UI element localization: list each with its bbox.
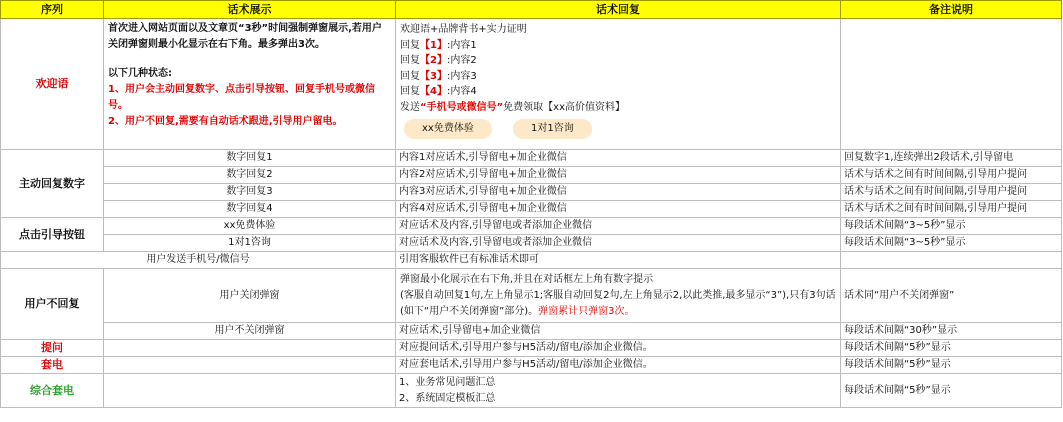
phone-show: 用户发送手机号/微信号 (1, 252, 396, 269)
welcome-states-title: 以下几种状态: (108, 68, 172, 79)
table-row (1, 184, 1062, 201)
header-script-reply: 话术回复 (396, 1, 841, 19)
combo-reply-1: 1、业务常见问题汇总 (399, 376, 496, 388)
welcome-reply-item (400, 84, 836, 100)
button-show: 1对1咨询 (104, 235, 396, 252)
category-no-reply: 用户不回复 (1, 269, 104, 340)
one-on-one-button[interactable]: 1对1咨询 (513, 119, 592, 139)
closed-note: 话术同“用户不关闭弹窗” (841, 269, 1062, 323)
combo-note: 每段话术间隔“5秒”显示 (841, 374, 1062, 408)
reply-number: 【4】 (420, 86, 447, 97)
table-row (1, 357, 1062, 374)
table-row (1, 340, 1062, 357)
header-remarks: 备注说明 (841, 1, 1062, 19)
welcome-row (1, 19, 1062, 150)
phone-set-reply: 对应套电话术,引导用户参与H5活动/留电/添加企业微信。 (396, 357, 841, 374)
closed-reply-line-1: 弹窗最小化展示在右下角,并且在对话框左上角有数字提示 (400, 273, 654, 285)
welcome-intro: 首次进入网站页面以及文章页“3秒”时间强制弹窗展示,若用户关闭弹窗则最小化显示在右下角。最多弹出3次。 (108, 23, 382, 50)
digit-note: 话术与话术之间有时间间隔,引导用户提问 (841, 167, 1062, 184)
welcome-send-line (400, 100, 836, 116)
reply-suffix: :内容1 (446, 39, 477, 51)
reply-prefix: 回复 (400, 86, 420, 97)
category-ask: 提问 (1, 340, 104, 357)
reply-suffix: :内容2 (446, 55, 477, 66)
phone-set-note: 每段话术间隔“5秒”显示 (841, 357, 1062, 374)
reply-number: 【1】 (420, 39, 447, 51)
phone-reply: 引用客服软件已有标准话术即可 (396, 252, 841, 269)
digit-note: 话术与话术之间有时间间隔,引导用户提问 (841, 201, 1062, 218)
reply-prefix: 回复 (400, 55, 420, 66)
digit-show: 数字回复1 (104, 150, 396, 167)
welcome-reply-cell (396, 19, 841, 150)
send-prefix: 发送 (400, 101, 420, 113)
category-digits: 主动回复数字 (1, 150, 104, 218)
category-phone-set: 套电 (1, 357, 104, 374)
phone-note (841, 252, 1062, 269)
welcome-state-2: 2、用户不回复,需要有自动话术跟进,引导用户留电。 (108, 116, 343, 127)
button-note: 每段话术间隔“3~5秒”显示 (841, 235, 1062, 252)
table-row (1, 323, 1062, 340)
welcome-note-cell (841, 19, 1062, 150)
combo-show (104, 374, 396, 408)
send-suffix: 免费领取【xx高价值资料】 (503, 101, 625, 113)
category-welcome: 欢迎语 (1, 19, 104, 150)
digit-show: 数字回复4 (104, 201, 396, 218)
reply-suffix: :内容4 (446, 86, 477, 97)
reply-number: 【2】 (420, 55, 447, 66)
reply-prefix: 回复 (400, 70, 420, 82)
table-row (1, 374, 1062, 408)
table-row (1, 150, 1062, 167)
welcome-pill-group (400, 117, 836, 139)
reply-number: 【3】 (420, 70, 447, 82)
open-reply: 对应话术,引导留电+加企业微信 (396, 323, 841, 340)
welcome-state-1: 1、用户会主动回复数字、点击引导按钮、回复手机号或微信号。 (108, 84, 375, 111)
category-combo: 综合套电 (1, 374, 104, 408)
closed-show: 用户关闭弹窗 (104, 269, 396, 323)
reply-prefix: 回复 (400, 39, 420, 51)
send-contact-highlight: “手机号或微信号” (420, 101, 504, 113)
combo-reply-2: 2、系统固定模板汇总 (399, 392, 496, 404)
ask-reply: 对应提问话术,引导用户参与H5活动/留电/添加企业微信。 (396, 340, 841, 357)
digit-reply: 内容2对应话术,引导留电+加企业微信 (396, 167, 841, 184)
table-row (1, 235, 1062, 252)
digit-note: 话术与话术之间有时间间隔,引导用户提问 (841, 184, 1062, 201)
welcome-reply-item (400, 38, 836, 54)
welcome-reply-item (400, 53, 836, 69)
table-row (1, 167, 1062, 184)
ask-show (104, 340, 396, 357)
digit-note: 回复数字1,连续弹出2段话术,引导留电 (841, 150, 1062, 167)
ask-note: 每段话术间隔“5秒”显示 (841, 340, 1062, 357)
header-script-display: 话术展示 (104, 1, 396, 19)
category-buttons: 点击引导按钮 (1, 218, 104, 252)
header-row (1, 1, 1062, 19)
digit-show: 数字回复2 (104, 167, 396, 184)
reply-suffix: :内容3 (446, 70, 477, 82)
table-row (1, 252, 1062, 269)
table-row (1, 269, 1062, 323)
button-show: xx免费体验 (104, 218, 396, 235)
button-note: 每段话术间隔“3~5秒”显示 (841, 218, 1062, 235)
button-reply: 对应话术及内容,引导留电或者添加企业微信 (396, 218, 841, 235)
welcome-reply-first: 欢迎语+品牌背书+实力证明 (400, 24, 527, 35)
digit-show: 数字回复3 (104, 184, 396, 201)
table-row (1, 201, 1062, 218)
header-sequence: 序列 (1, 1, 104, 19)
digit-reply: 内容3对应话术,引导留电+加企业微信 (396, 184, 841, 201)
table-row (1, 218, 1062, 235)
digit-reply: 内容4对应话术,引导留电+加企业微信 (396, 201, 841, 218)
welcome-show-cell (104, 19, 396, 150)
button-reply: 对应话术及内容,引导留电或者添加企业微信 (396, 235, 841, 252)
combo-reply-cell (396, 374, 841, 408)
free-trial-button[interactable]: xx免费体验 (404, 119, 492, 139)
open-note: 每段话术间隔“30秒”显示 (841, 323, 1062, 340)
open-show: 用户不关闭弹窗 (104, 323, 396, 340)
phone-set-show (104, 357, 396, 374)
closed-reply-limit: 弹窗累计只弹窗3次。 (538, 305, 635, 317)
digit-reply: 内容1对应话术,引导留电+加企业微信 (396, 150, 841, 167)
welcome-reply-item (400, 69, 836, 85)
closed-reply-line-2: (客服自动回复1句,左上角显示1;客服自动回复2句,左上角显示2,以此类推,最多显示“3”),只有3句话(如下“用户不关闭弹窗”部分)。 (400, 289, 836, 317)
closed-reply-cell (396, 269, 841, 323)
